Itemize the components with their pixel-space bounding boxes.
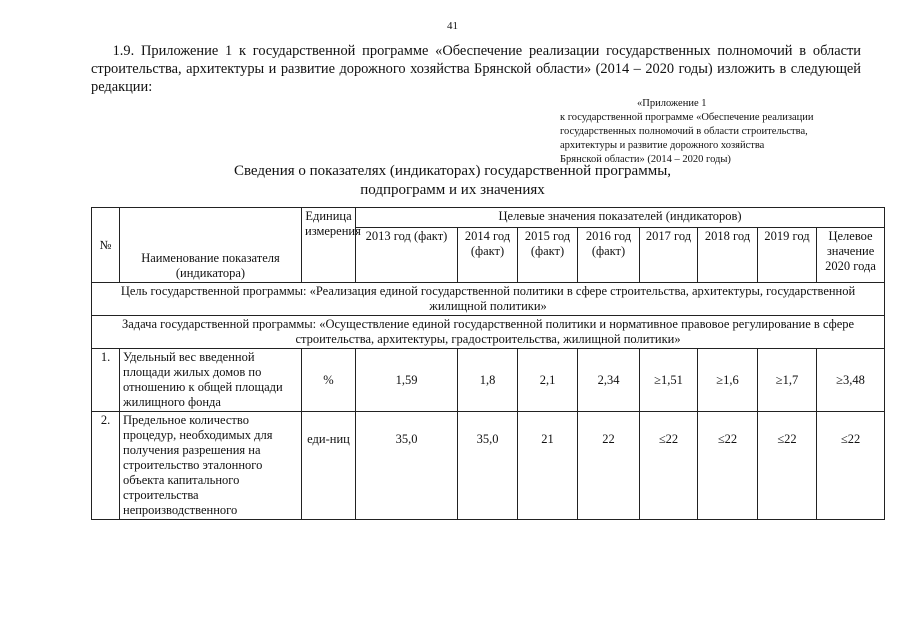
header-year: 2019 год bbox=[758, 228, 817, 283]
row-value: ≤22 bbox=[817, 412, 885, 520]
appendix-note-line: архитектуры и развитие дорожного хозяйства bbox=[560, 140, 765, 151]
appendix-note-line: государственных полномочий в области строительства, bbox=[560, 126, 808, 137]
table-row bbox=[92, 412, 885, 520]
row-name: Удельный вес введенной площади жилых домов по отношению к общей площади жилищного фонда bbox=[120, 349, 302, 412]
header-year: Целевое значение 2020 года bbox=[817, 228, 885, 283]
goal-text: Цель государственной программы: «Реализация единой государственной политики в сфере строительства, архитектуры, государственной жилищной политики» bbox=[92, 283, 885, 316]
row-unit: % bbox=[302, 349, 356, 412]
header-year: 2013 год (факт) bbox=[356, 228, 458, 283]
row-value: ≥1,6 bbox=[698, 349, 758, 412]
row-value: 2,34 bbox=[578, 349, 640, 412]
header-year: 2015 год (факт) bbox=[518, 228, 578, 283]
goal-row bbox=[92, 283, 885, 316]
table-row bbox=[92, 349, 885, 412]
header-year: 2016 год (факт) bbox=[578, 228, 640, 283]
row-value: 35,0 bbox=[356, 412, 458, 520]
task-text: Задача государственной программы: «Осуществление единой государственной политики и нормативное правовое регулирование в сфере строительства, архитектуры, градостроительства, жилищной политики» bbox=[92, 316, 885, 349]
header-year: 2018 год bbox=[698, 228, 758, 283]
header-name: Наименование показателя (индикатора) bbox=[120, 208, 302, 283]
appendix-note-line: «Приложение 1 bbox=[637, 98, 707, 109]
row-value: ≥1,51 bbox=[640, 349, 698, 412]
row-value: 22 bbox=[578, 412, 640, 520]
row-value: 1,8 bbox=[458, 349, 518, 412]
table-heading-line: Сведения о показателях (индикаторах) государственной программы, bbox=[233, 163, 672, 179]
page-number: 41 bbox=[447, 20, 458, 32]
row-num: 2. bbox=[92, 412, 120, 520]
appendix-note-line: к государственной программе «Обеспечение реализации bbox=[560, 112, 814, 123]
task-row bbox=[92, 316, 885, 349]
header-num: № bbox=[92, 208, 120, 283]
row-value: ≥3,48 bbox=[817, 349, 885, 412]
intro-paragraph: 1.9. Приложение 1 к государственной программе «Обеспечение реализации государственных полномочий в области строительства, архитектуры и развитие дорожного хозяйства Брянской области» (2014 – 2020 годы) изложить в следующей редакции: bbox=[91, 43, 861, 95]
table-heading bbox=[0, 162, 905, 200]
row-value: 1,59 bbox=[356, 349, 458, 412]
row-value: ≤22 bbox=[698, 412, 758, 520]
header-unit: Единица измерения bbox=[302, 208, 356, 283]
header-year: 2014 год (факт) bbox=[458, 228, 518, 283]
row-value: 2,1 bbox=[518, 349, 578, 412]
row-value: 35,0 bbox=[458, 412, 518, 520]
header-targets: Целевые значения показателей (индикаторов) bbox=[356, 208, 885, 228]
row-num: 1. bbox=[92, 349, 120, 412]
row-name: Предельное количество процедур, необходимых для получения разрешения на строительство эталонного объекта капитального строительства непроизводственного bbox=[120, 412, 302, 520]
header-row bbox=[92, 208, 885, 228]
row-unit: еди-ниц bbox=[302, 412, 356, 520]
header-year: 2017 год bbox=[640, 228, 698, 283]
appendix-note-line: Брянской области» (2014 – 2020 годы) bbox=[560, 154, 731, 165]
table-heading-line: подпрограмм и их значениях bbox=[360, 182, 545, 198]
row-value: ≥1,7 bbox=[758, 349, 817, 412]
row-value: ≤22 bbox=[758, 412, 817, 520]
row-value: 21 bbox=[518, 412, 578, 520]
appendix-note bbox=[560, 97, 880, 167]
row-value: ≤22 bbox=[640, 412, 698, 520]
indicators-table bbox=[91, 207, 885, 520]
